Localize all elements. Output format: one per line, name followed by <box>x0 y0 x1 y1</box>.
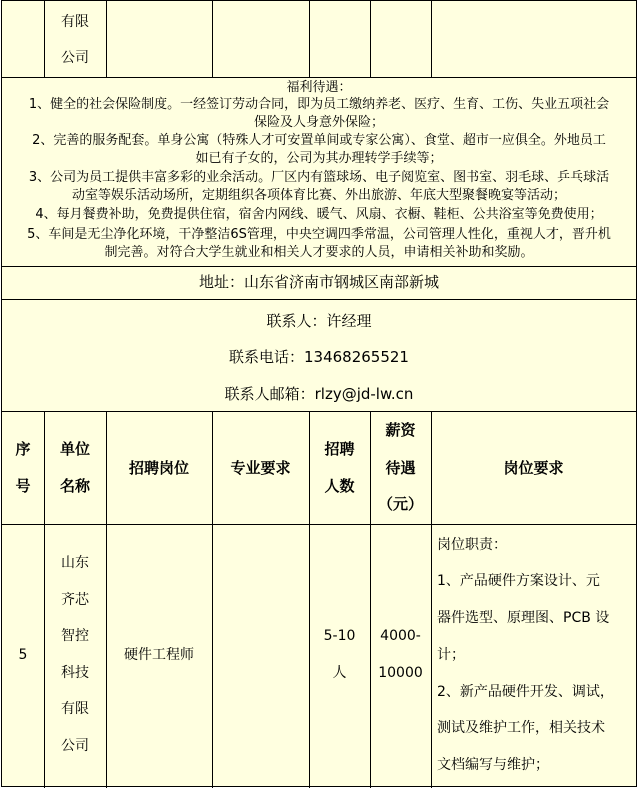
row-requirements-line: 器件选型、原理图、PCB 设 <box>437 610 610 626</box>
contact-person: 联系人：许经理 <box>266 312 372 330</box>
row-requirements-line: 1、产品硬件方案设计、元 <box>437 573 600 589</box>
welfare-item: 4、每月餐费补助，免费提供住宿，宿舍内网线、暖气、风扇、衣橱、鞋柜、公共浴室等免费使用； <box>35 207 603 222</box>
row-requirements-line: 计； <box>437 647 465 663</box>
welfare-item: 5、车间是无尘净化环境，干净整洁6S管理，中央空调四季常温，公司管理人性化，重视人才，晋升机 <box>27 227 611 242</box>
header-seq: 号 <box>15 477 31 495</box>
contact-phone: 联系电话：13468265521 <box>229 348 409 366</box>
row-unit: 科技 <box>61 665 89 681</box>
welfare-item: 1、健全的社会保险制度。一经签订劳动合同，即为员工缴纳养老、医疗、生育、工伤、失业五项社会 <box>28 97 610 112</box>
row-requirements-line: 2、新产品硬件开发、调试， <box>437 684 614 700</box>
row-divider <box>2 299 636 300</box>
welfare-item: 3、公司为员工提供丰富多彩的业余活动。厂区内有篮球场、电子阅览室、图书室、羽毛球、乒乓球活 <box>28 170 610 185</box>
row-seq: 5 <box>18 647 28 663</box>
header-major: 专业要求 <box>230 459 291 477</box>
header-position: 招聘岗位 <box>128 459 189 477</box>
row-unit: 齐芯 <box>61 592 89 608</box>
header-salary: 薪资 <box>385 421 416 439</box>
row-unit: 智控 <box>61 628 89 644</box>
contact-email[interactable]: 联系人邮箱：rlzy@jd-lw.cn <box>224 385 414 403</box>
header-salary: （元） <box>377 495 423 513</box>
header-unit: 名称 <box>59 477 90 495</box>
header-requirements: 岗位要求 <box>503 459 564 477</box>
row-count: 5-10 <box>323 628 356 644</box>
welfare-item: 2、完善的服务配套。单身公寓（特殊人才可安置单间或专家公寓）、食堂、超市一应俱全。外地员工 <box>32 133 606 148</box>
row-salary: 4000- <box>380 628 421 644</box>
unit-name-fragment: 公司 <box>61 50 89 66</box>
header-seq: 序 <box>15 440 31 458</box>
welfare-item: 动室等娱乐活动场所，定期组织各项体育比赛、外出旅游、年底大型聚餐晚宴等活动； <box>71 188 566 203</box>
address: 地址：山东省济南市钢城区南部新城 <box>198 273 439 291</box>
row-salary: 10000 <box>378 665 423 681</box>
header-count: 人数 <box>324 477 355 495</box>
row-unit: 有限 <box>61 701 89 717</box>
welfare-item: 保险及人身意外保险； <box>253 115 384 130</box>
welfare-title: 福利待遇： <box>286 80 352 95</box>
row-count: 人 <box>332 665 347 681</box>
row-divider <box>2 524 636 525</box>
header-count: 招聘 <box>324 440 355 458</box>
row-position: 硬件工程师 <box>124 647 194 663</box>
header-salary: 待遇 <box>385 459 416 477</box>
unit-name-fragment: 有限 <box>61 14 89 30</box>
row-requirements-line: 文档编写与维护； <box>437 757 549 773</box>
welfare-item: 如已有子女的，公司为其办理转学手续等； <box>195 151 443 166</box>
header-unit: 单位 <box>59 440 90 458</box>
row-unit: 山东 <box>61 555 89 571</box>
row-requirements-line: 岗位职责： <box>437 537 507 553</box>
row-requirements-line: 测试及维护工作，相关技术 <box>437 720 605 736</box>
row-divider <box>2 411 636 412</box>
row-divider <box>2 266 636 267</box>
recruitment-table <box>1 0 637 787</box>
welfare-item: 制完善。对符合大学生就业和相关人才要求的人员，申请相关补助和奖励。 <box>104 245 534 260</box>
row-unit: 公司 <box>61 738 89 754</box>
row-divider <box>2 77 636 78</box>
